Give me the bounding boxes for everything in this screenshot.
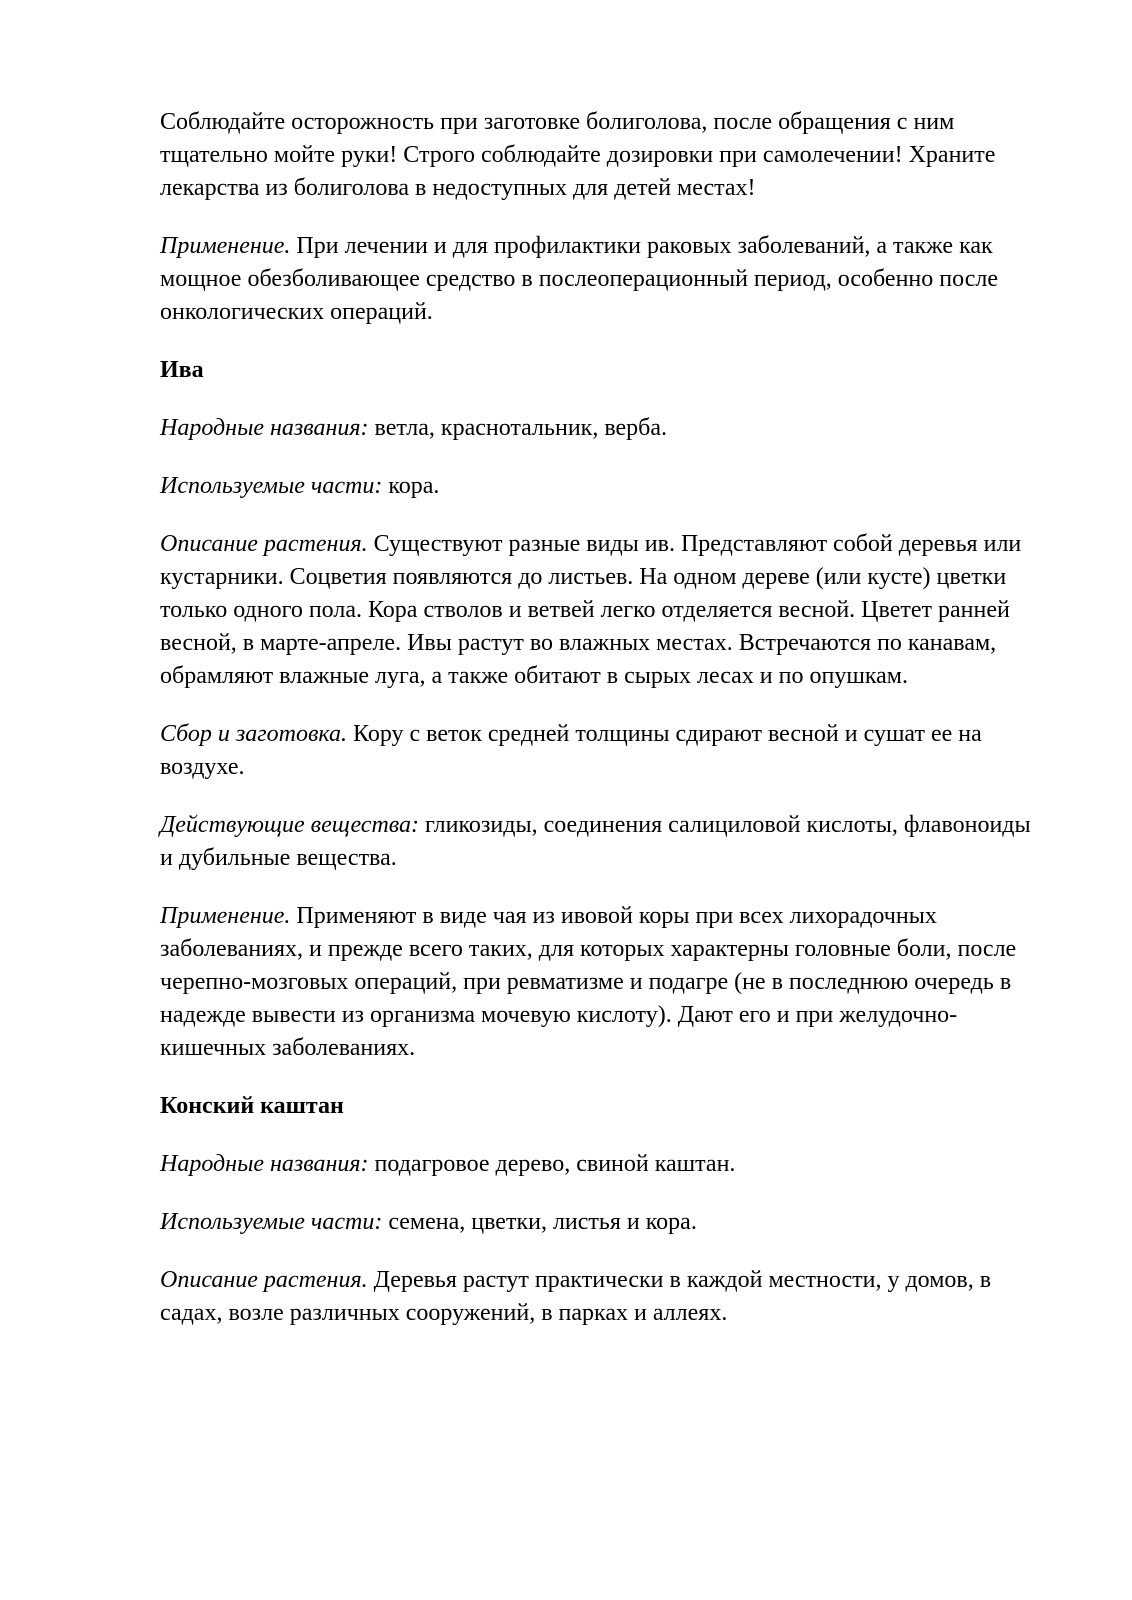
paragraph-text: Применяют в виде чая из ивовой коры при всех лихорадочных заболеваниях, и прежде всего таких, для которых характерны головные боли, после черепно-мозговых операций, при ревматизме и подагре (не в последнюю очередь в надежде вывести из организма мочевую кислоту). Дают его и при желудочно-кишечных заболеваниях. (160, 903, 1017, 1061)
paragraph-text: кора. (382, 473, 440, 499)
paragraph-willow-use (160, 900, 1040, 1065)
paragraph-text: подагровое дерево, свиной каштан. (368, 1151, 736, 1177)
paragraph-text: При лечении и для профилактики раковых заболеваний, а также как мощное обезболивающее средство в послеоперационный период, особенно после онкологических операций. (160, 233, 998, 325)
paragraph-label: Используемые части: (160, 473, 383, 499)
paragraph-text: Соблюдайте осторожность при заготовке болиголова, после обращения с ним тщательно мойте руки! Строго соблюдайте дозировки при самолечении! Храните лекарства из болиголова в недоступных для детей местах! (160, 109, 996, 201)
paragraph-hemlock-use (160, 230, 1040, 329)
paragraph-willow-substances (160, 809, 1040, 875)
paragraph-label: Используемые части: (160, 1209, 383, 1235)
paragraph-willow-description (160, 528, 1040, 693)
paragraph-label: Описание растения. (160, 1267, 368, 1293)
section-heading-willow: Ива (160, 357, 204, 383)
paragraph-text: семена, цветки, листья и кора. (382, 1209, 697, 1235)
paragraph-label: Народные названия: (160, 415, 369, 441)
paragraph-label: Применение. (160, 903, 291, 929)
paragraph-chestnut-names (160, 1148, 1040, 1181)
paragraph-text: ветла, краснотальник, верба. (368, 415, 668, 441)
paragraph-willow-names (160, 412, 1040, 445)
paragraph-text: гликозиды, соединения салициловой кислоты, флавоноиды и дубильные вещества. (160, 812, 1031, 871)
paragraph-label: Действующие вещества: (160, 812, 420, 838)
paragraph-hemlock-warning (160, 106, 1040, 205)
paragraph-label: Применение. (160, 233, 291, 259)
paragraph-willow-harvest (160, 718, 1040, 784)
paragraph-text: Существуют разные виды ив. Представляют собой деревья или кустарники. Соцветия появляются до листьев. На одном дереве (или кусте) цветки только одного пола. Кора стволов и ветвей легко отделяется весной. Цветет ранней весной, в марте-апреле. Ивы растут во влажных местах. Встречаются по канавам, обрамляют влажные луга, а также обитают в сырых лесах и по опушкам. (160, 531, 1022, 689)
paragraph-chestnut-description (160, 1264, 1040, 1330)
paragraph-label: Сбор и заготовка. (160, 721, 348, 747)
paragraph-label: Описание растения. (160, 531, 368, 557)
document-page (160, 106, 1040, 1355)
paragraph-chestnut-parts (160, 1206, 1040, 1239)
paragraph-text: Деревья растут практически в каждой местности, у домов, в садах, возле различных сооружений, в парках и аллеях. (160, 1267, 992, 1326)
paragraph-willow-parts (160, 470, 1040, 503)
paragraph-label: Народные названия: (160, 1151, 369, 1177)
section-heading-horse-chestnut: Конский каштан (160, 1093, 344, 1119)
paragraph-text: Кору с веток средней толщины сдирают весной и сушат ее на воздухе. (160, 721, 982, 780)
